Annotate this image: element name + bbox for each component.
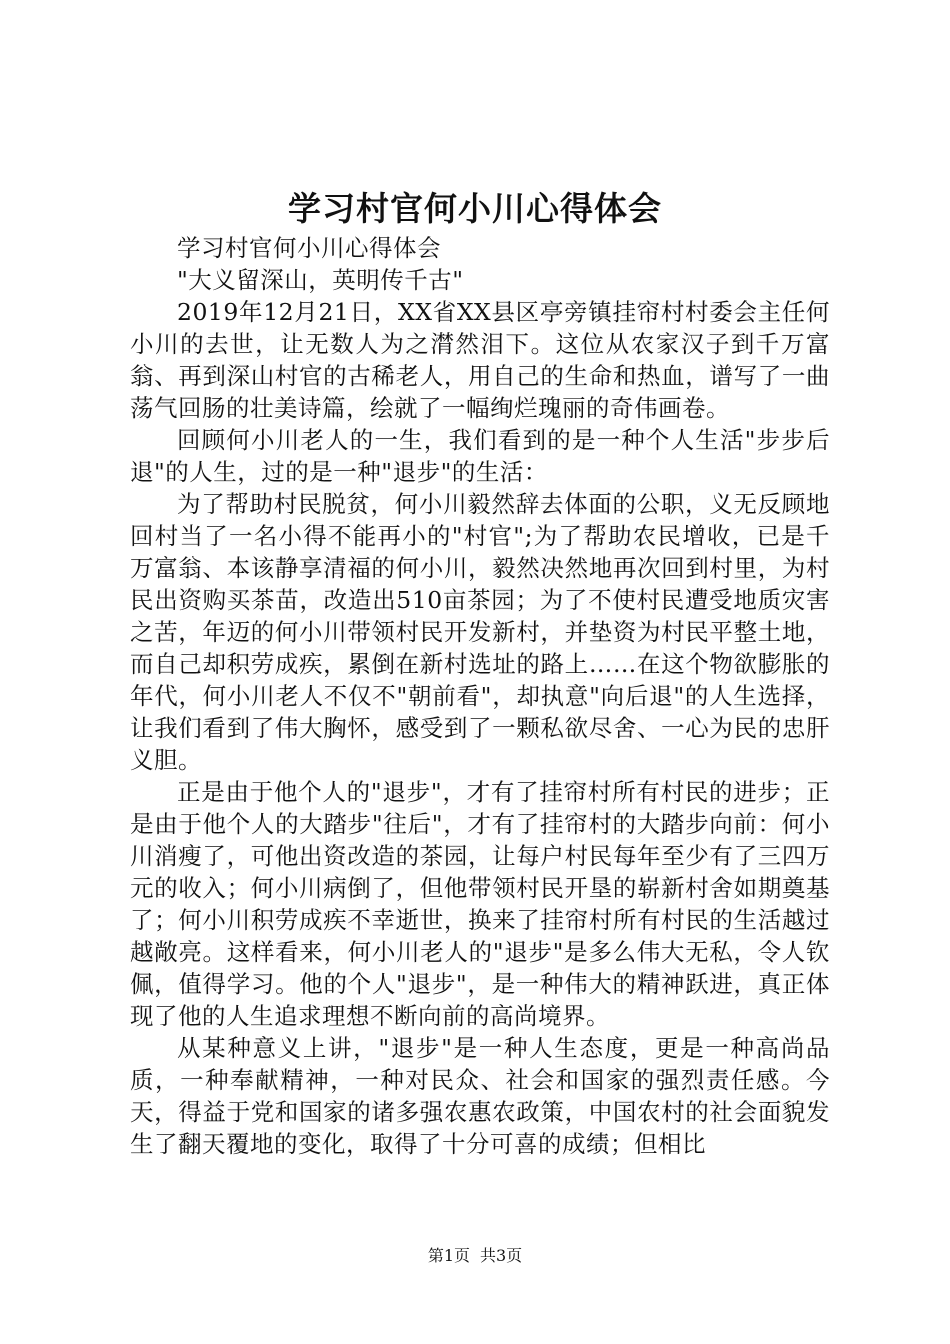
- page-total: 共3页: [480, 1246, 523, 1265]
- document-title: 学习村官何小川心得体会: [288, 189, 662, 228]
- document-body: [130, 232, 830, 1160]
- paragraph: 从某种意义上讲，"退步"是一种人生态度，更是一种高尚品质，一种奉献精神，一种对民众、社会和国家的强烈责任感。今天，得益于党和国家的诸多强农惠农政策，中国农村的社会面貌发生了翻天覆地的变化，取得了十分可喜的成绩；但相比: [130, 1034, 830, 1158]
- paragraph: 为了帮助村民脱贫，何小川毅然辞去体面的公职，义无反顾地回村当了一名小得不能再小的"村官";为了帮助农民增收，已是千万富翁、本该静享清福的何小川，毅然决然地再次回到村里，为村民出资购买茶苗，改造出510亩茶园；为了不使村民遭受地质灾害之苦，年迈的何小川带领村民开发新村，并垫资为村民平整土地，而自己却积劳成疾，累倒在新村选址的路上……在这个物欲膨胀的年代，何小川老人不仅不"朝前看"，却执意"向后退"的人生选择，让我们看到了伟大胸怀，感受到了一颗私欲尽舍、一心为民的忠肝义胆。: [130, 490, 830, 774]
- paragraph: 回顾何小川老人的一生，我们看到的是一种个人生活"步步后退"的人生，过的是一种"退步"的生活：: [130, 426, 830, 486]
- paragraph: 正是由于他个人的"退步"，才有了挂帘村所有村民的进步；正是由于他个人的大踏步"往后"，才有了挂帘村的大踏步向前：何小川消瘦了，可他出资改造的茶园，让每户村民每年至少有了三四万元的收入；何小川病倒了，但他带领村民开垦的崭新村舍如期奠基了；何小川积劳成疾不幸逝世，换来了挂帘村所有村民的生活越过越敞亮。这样看来，何小川老人的"退步"是多么伟大无私，令人钦佩，值得学习。他的个人"退步"，是一种伟大的精神跃进，真正体现了他的人生追求理想不断向前的高尚境界。: [130, 778, 830, 1030]
- paragraph: 2019年12月21日，XX省XX县区亭旁镇挂帘村村委会主任何小川的去世，让无数人为之潸然泪下。这位从农家汉子到千万富翁、再到深山村官的古稀老人，用自己的生命和热血，谱写了一曲荡气回肠的壮美诗篇，绘就了一幅绚烂瑰丽的奇伟画卷。: [130, 298, 830, 422]
- page-footer: [0, 1245, 950, 1267]
- paragraph-subtitle: 学习村官何小川心得体会: [177, 234, 441, 262]
- page-number: 第1页: [427, 1246, 470, 1265]
- paragraph-quote: "大义留深山，英明传千古": [177, 266, 464, 294]
